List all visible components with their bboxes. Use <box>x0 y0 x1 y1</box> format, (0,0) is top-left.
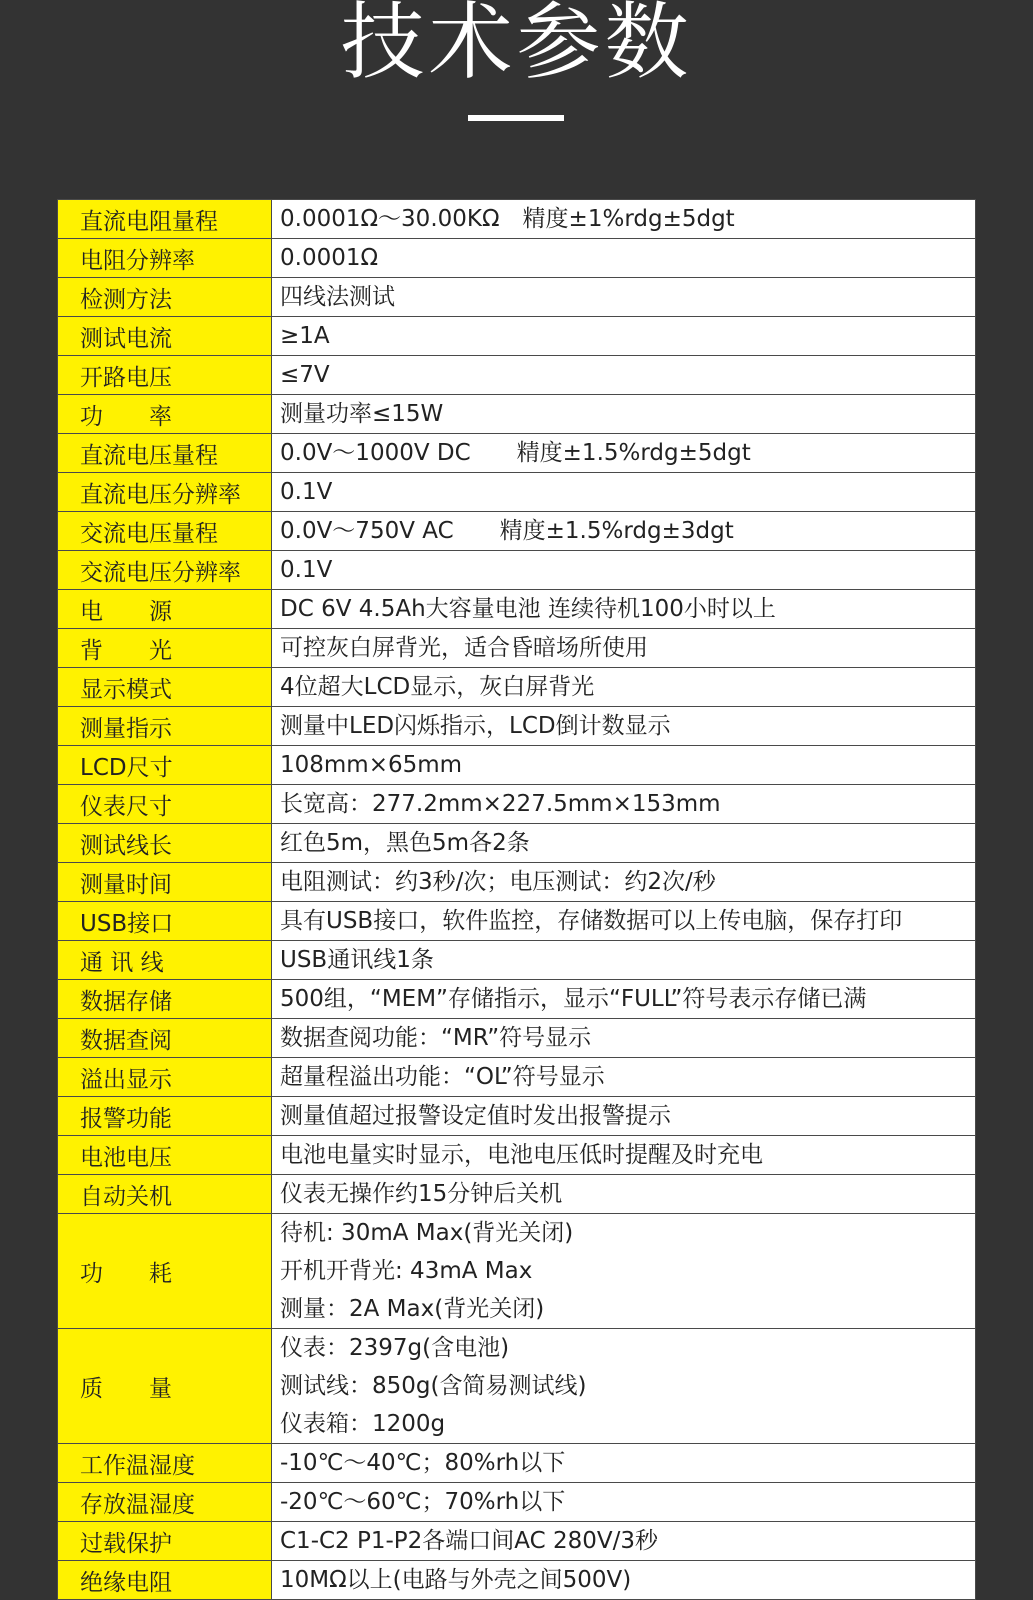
spec-row <box>58 1097 976 1136</box>
spec-row <box>58 629 976 668</box>
spec-value-line: 0.0V～750V AC 精度±1.5%rdg±3dgt <box>280 518 734 544</box>
spec-value-line: 长宽高：277.2mm×227.5mm×153mm <box>280 791 721 817</box>
spec-row <box>58 473 976 512</box>
spec-value <box>272 824 976 863</box>
spec-value-line: ≥1A <box>280 323 330 349</box>
spec-row <box>58 395 976 434</box>
spec-value-line: 测试线：850g(含简易测试线) <box>280 1373 587 1399</box>
spec-row <box>58 1136 976 1175</box>
page-title: 技术参数 <box>340 0 693 91</box>
spec-row <box>58 1058 976 1097</box>
spec-value <box>272 707 976 746</box>
spec-row <box>58 824 976 863</box>
spec-label: 电阻分辨率 <box>58 239 272 278</box>
spec-value-line: 电阻测试：约3秒/次；电压测试：约2次/秒 <box>280 869 716 895</box>
spec-value <box>272 1175 976 1214</box>
spec-row <box>58 239 976 278</box>
spec-label: 自动关机 <box>58 1175 272 1214</box>
spec-value <box>272 1561 976 1600</box>
spec-row <box>58 551 976 590</box>
spec-value-line: C1-C2 P1-P2各端口间AC 280V/3秒 <box>280 1528 659 1554</box>
spec-value <box>272 746 976 785</box>
spec-label: 交流电压量程 <box>58 512 272 551</box>
spec-value-line: 待机: 30mA Max(背光关闭) <box>280 1220 574 1246</box>
spec-value <box>272 356 976 395</box>
spec-value <box>272 1058 976 1097</box>
spec-value-line: 4位超大LCD显示，灰白屏背光 <box>280 674 595 700</box>
spec-value-line: 0.1V <box>280 557 333 583</box>
spec-label: 开路电压 <box>58 356 272 395</box>
spec-value <box>272 1136 976 1175</box>
spec-value-line: 超量程溢出功能：“OL”符号显示 <box>280 1064 605 1090</box>
spec-value-line: DC 6V 4.5Ah大容量电池 连续待机100小时以上 <box>280 596 776 622</box>
spec-value <box>272 278 976 317</box>
spec-value <box>272 395 976 434</box>
spec-value <box>272 590 976 629</box>
spec-label: 功 率 <box>58 395 272 434</box>
spec-row <box>58 200 976 239</box>
spec-value-line: 数据查阅功能：“MR”符号显示 <box>280 1025 592 1051</box>
spec-label: 过载保护 <box>58 1522 272 1561</box>
spec-label: 绝缘电阻 <box>58 1561 272 1600</box>
spec-row <box>58 785 976 824</box>
spec-row <box>58 1483 976 1522</box>
spec-label: 存放温湿度 <box>58 1483 272 1522</box>
spec-value <box>272 1329 976 1444</box>
spec-value-line: 可控灰白屏背光，适合昏暗场所使用 <box>280 635 648 661</box>
spec-value-line: 0.1V <box>280 479 333 505</box>
spec-label: 电池电压 <box>58 1136 272 1175</box>
spec-value-line: 10MΩ以上(电路与外壳之间500V) <box>280 1567 632 1593</box>
spec-value <box>272 473 976 512</box>
spec-value-line: -20℃～60℃；70%rh以下 <box>280 1489 566 1515</box>
spec-label: 仪表尺寸 <box>58 785 272 824</box>
spec-label: 工作温湿度 <box>58 1444 272 1483</box>
spec-label: 电 源 <box>58 590 272 629</box>
spec-row <box>58 356 976 395</box>
spec-row <box>58 278 976 317</box>
spec-value <box>272 1522 976 1561</box>
spec-label: 交流电压分辨率 <box>58 551 272 590</box>
spec-label: LCD尺寸 <box>58 746 272 785</box>
spec-label: 直流电压分辨率 <box>58 473 272 512</box>
spec-value-line: 仪表无操作约15分钟后关机 <box>280 1181 563 1207</box>
spec-value <box>272 512 976 551</box>
spec-label: 功 耗 <box>58 1214 272 1329</box>
spec-value-line: ≤7V <box>280 362 330 388</box>
spec-row <box>58 317 976 356</box>
spec-value-line: 0.0001Ω <box>280 245 379 271</box>
spec-value-line: 测量：2A Max(背光关闭) <box>280 1296 545 1322</box>
spec-row <box>58 1329 976 1444</box>
spec-value <box>272 1019 976 1058</box>
spec-value <box>272 902 976 941</box>
spec-value <box>272 434 976 473</box>
title-underline <box>468 115 564 121</box>
spec-row <box>58 1214 976 1329</box>
spec-value-line: 0.0001Ω～30.00KΩ 精度±1%rdg±5dgt <box>280 206 735 232</box>
spec-value-line: 红色5m，黑色5m各2条 <box>280 830 530 856</box>
spec-value-line: -10℃～40℃；80%rh以下 <box>280 1450 566 1476</box>
spec-value-line: 测量中LED闪烁指示，LCD倒计数显示 <box>280 713 671 739</box>
spec-table-body <box>58 200 976 1600</box>
spec-row <box>58 668 976 707</box>
spec-label: 背 光 <box>58 629 272 668</box>
spec-row <box>58 1444 976 1483</box>
spec-label: 报警功能 <box>58 1097 272 1136</box>
spec-value-line: 500组，“MEM”存储指示，显示“FULL”符号表示存储已满 <box>280 986 867 1012</box>
spec-value <box>272 941 976 980</box>
spec-row <box>58 1019 976 1058</box>
spec-value <box>272 1444 976 1483</box>
spec-value <box>272 239 976 278</box>
spec-label: 显示模式 <box>58 668 272 707</box>
spec-row <box>58 902 976 941</box>
spec-value-line: 具有USB接口，软件监控，存储数据可以上传电脑，保存打印 <box>280 908 903 934</box>
spec-value <box>272 629 976 668</box>
spec-row <box>58 746 976 785</box>
spec-row <box>58 1522 976 1561</box>
spec-label: 溢出显示 <box>58 1058 272 1097</box>
spec-label: 测量指示 <box>58 707 272 746</box>
spec-value <box>272 317 976 356</box>
spec-row <box>58 863 976 902</box>
spec-row <box>58 512 976 551</box>
spec-value <box>272 1097 976 1136</box>
spec-value-line: 电池电量实时显示，电池电压低时提醒及时充电 <box>280 1142 763 1168</box>
spec-table <box>57 199 976 1600</box>
spec-label: 测量时间 <box>58 863 272 902</box>
spec-value <box>272 863 976 902</box>
spec-value <box>272 1483 976 1522</box>
spec-label: 质 量 <box>58 1329 272 1444</box>
spec-value-line: 仪表：2397g(含电池) <box>280 1335 510 1361</box>
spec-label: 测试线长 <box>58 824 272 863</box>
spec-row <box>58 980 976 1019</box>
spec-row <box>58 434 976 473</box>
spec-value <box>272 1214 976 1329</box>
spec-label: 直流电阻量程 <box>58 200 272 239</box>
spec-label: 测试电流 <box>58 317 272 356</box>
spec-label: 数据查阅 <box>58 1019 272 1058</box>
spec-label: 检测方法 <box>58 278 272 317</box>
spec-row <box>58 707 976 746</box>
spec-value-line: 开机开背光: 43mA Max <box>280 1258 533 1284</box>
spec-value <box>272 980 976 1019</box>
spec-row <box>58 1175 976 1214</box>
spec-value <box>272 668 976 707</box>
spec-row <box>58 590 976 629</box>
spec-label: 直流电压量程 <box>58 434 272 473</box>
spec-label: USB接口 <box>58 902 272 941</box>
spec-value-line: 仪表箱：1200g <box>280 1411 446 1437</box>
spec-value <box>272 200 976 239</box>
spec-label: 数据存储 <box>58 980 272 1019</box>
spec-value <box>272 785 976 824</box>
spec-value <box>272 551 976 590</box>
spec-value-line: 测量值超过报警设定值时发出报警提示 <box>280 1103 671 1129</box>
spec-value-line: 0.0V～1000V DC 精度±1.5%rdg±5dgt <box>280 440 751 466</box>
spec-row <box>58 1561 976 1600</box>
spec-label: 通 讯 线 <box>58 941 272 980</box>
spec-value-line: 108mm×65mm <box>280 752 463 778</box>
spec-value-line: USB通讯线1条 <box>280 947 434 973</box>
spec-value-line: 测量功率≤15W <box>280 401 444 427</box>
spec-row <box>58 941 976 980</box>
spec-value-line: 四线法测试 <box>280 284 395 310</box>
